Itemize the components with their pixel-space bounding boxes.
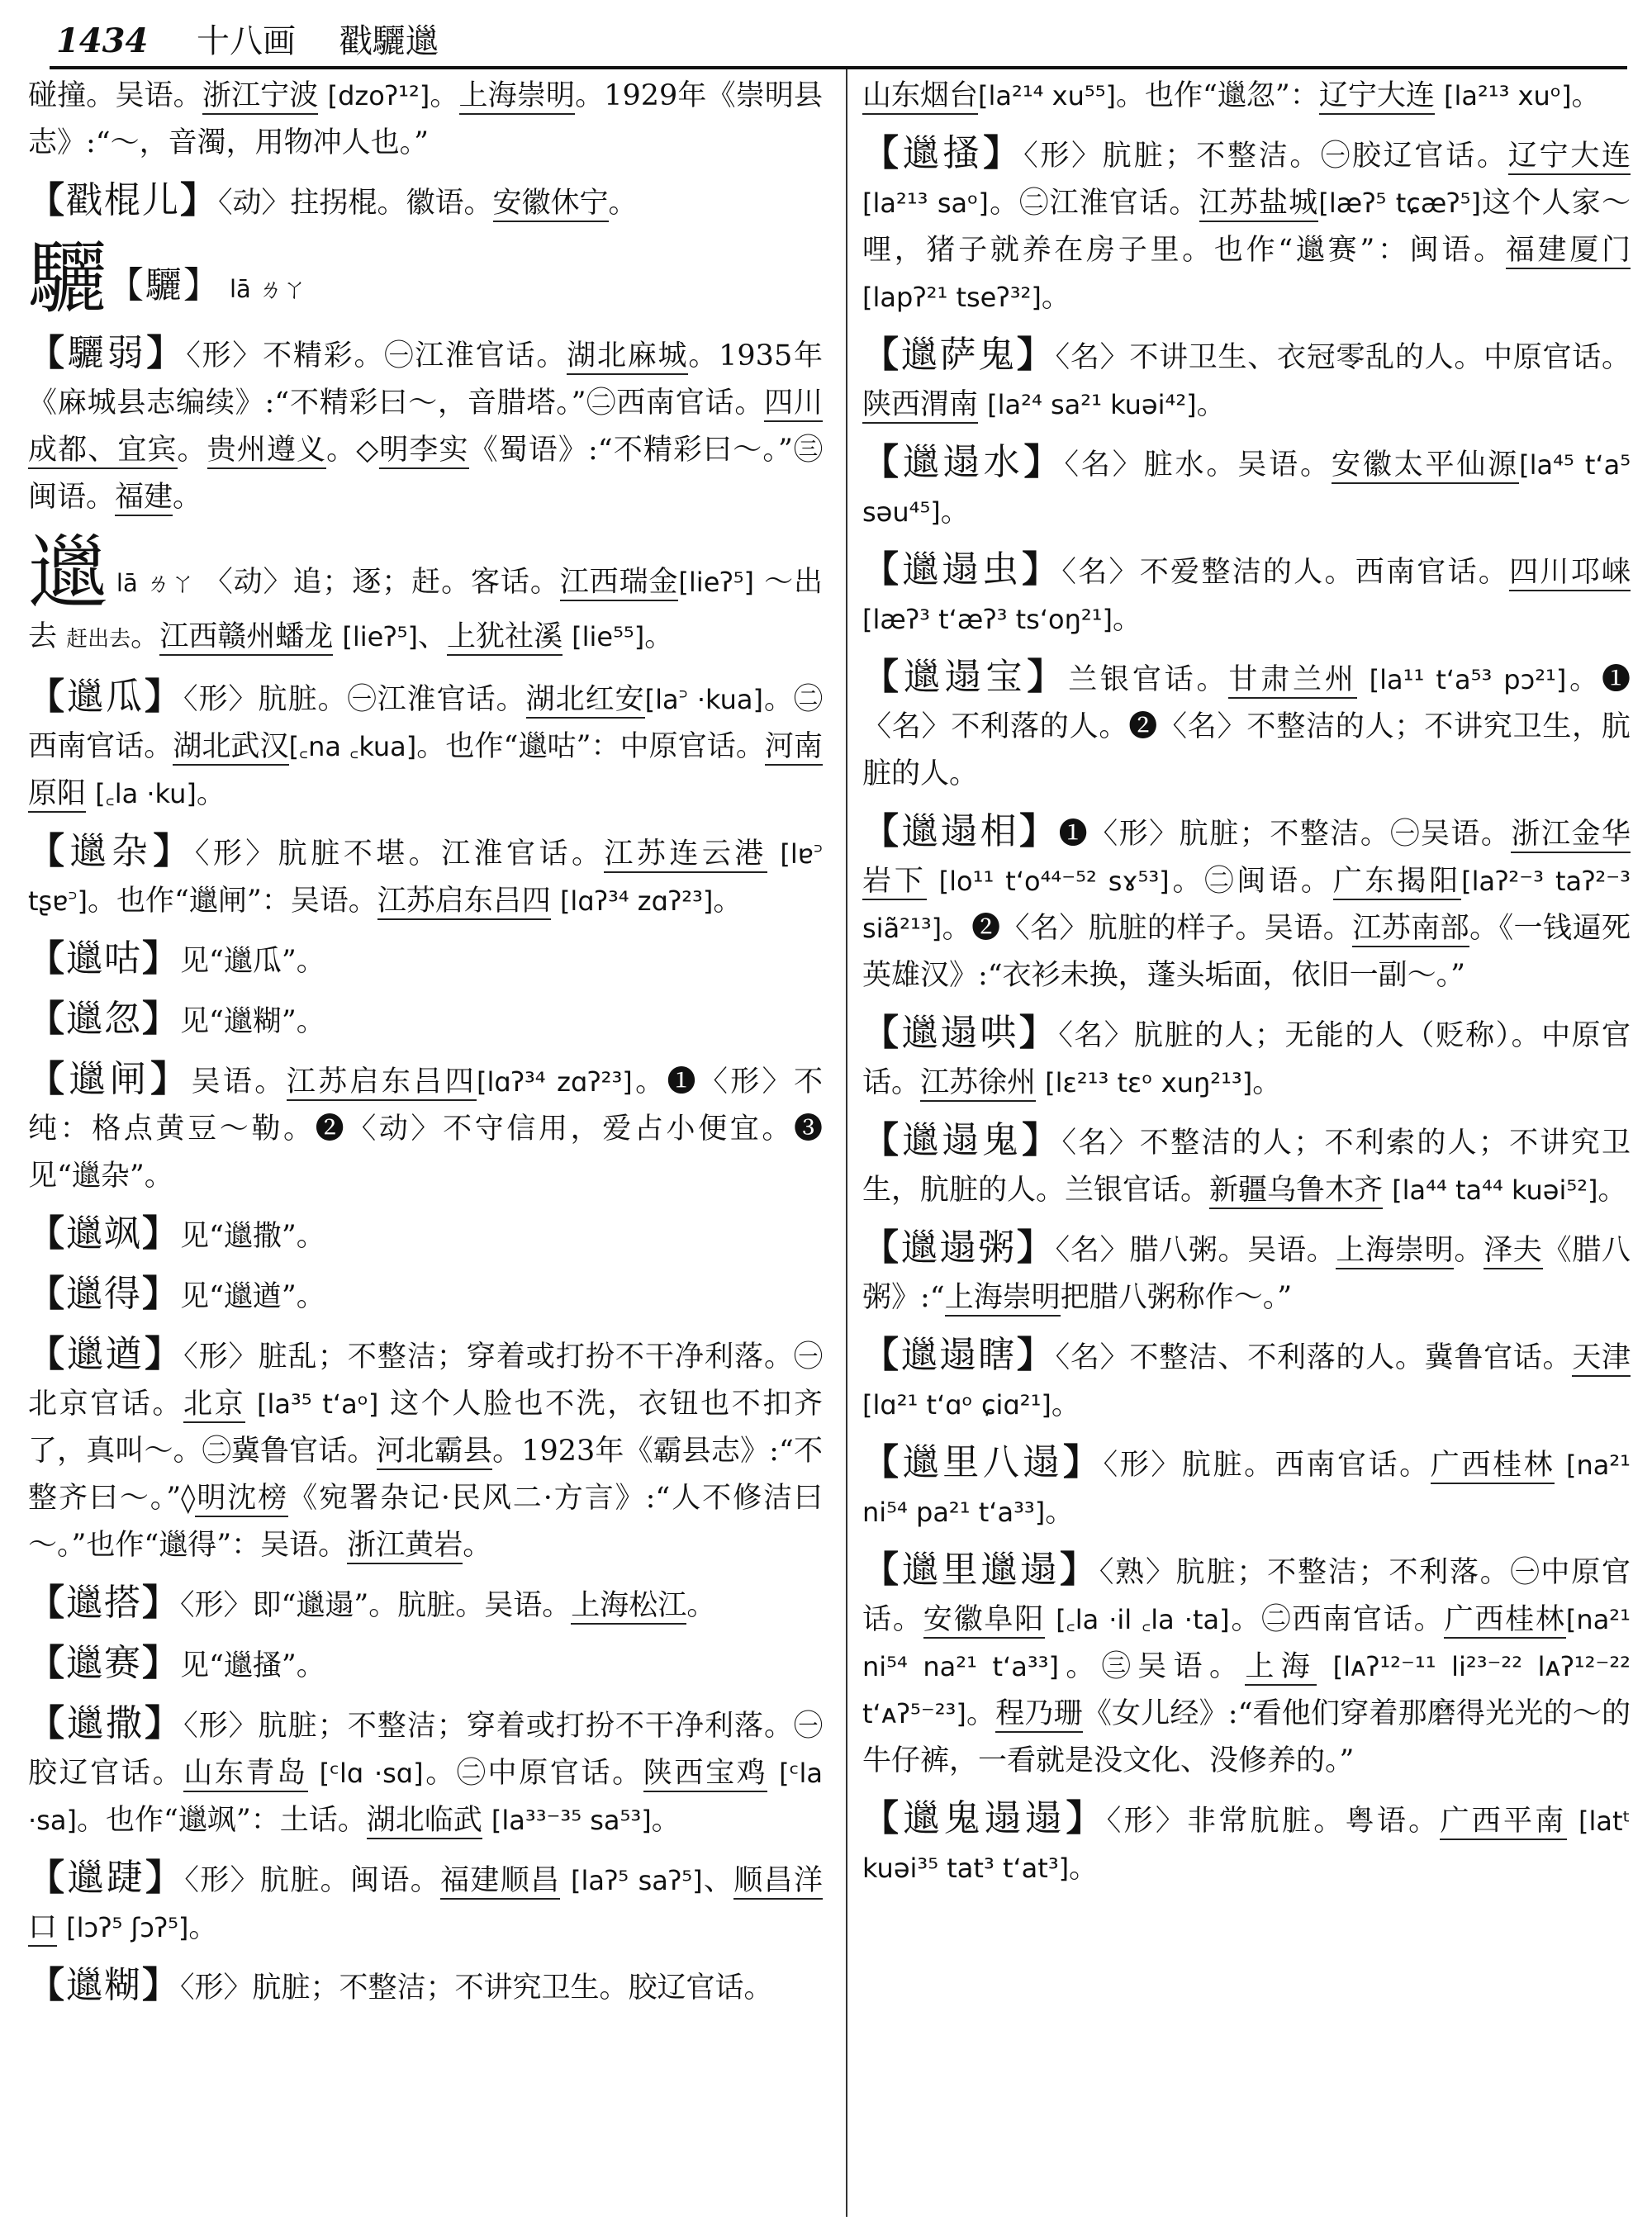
definition: ❶〈形〉肮脏；不整洁。㊀吴语。	[1058, 818, 1512, 851]
pronunciation: [la²¹³ xuᵒ]	[1443, 80, 1572, 112]
place-name: 广东揭阳	[1333, 865, 1461, 900]
example: ～出去	[28, 566, 823, 653]
stroke-count: 十八画	[197, 22, 297, 60]
place-name: 陕西宝鸡	[643, 1757, 768, 1792]
entry-text: 。	[940, 496, 970, 529]
place-name: 广西桂林	[1444, 1603, 1565, 1639]
entry	[28, 1962, 823, 2012]
definition: 〈形〉肮脏。西南官话。	[1103, 1449, 1431, 1482]
author-name: 泽夫	[1483, 1234, 1542, 1269]
pronunciation: [lɔʔ⁵ ʃɔʔ⁵]	[66, 1912, 189, 1943]
place-name: 安徽太平仙源	[1332, 448, 1519, 484]
pronunciation: [laʔ²⁻³ taʔ²⁻³ siã²¹³]	[862, 866, 1631, 944]
entry-text: 。㊁中原官话。	[423, 1757, 643, 1790]
entry	[28, 1639, 823, 1690]
entry	[28, 995, 823, 1046]
entry	[862, 1009, 1631, 1107]
entry-text: 。	[463, 1529, 492, 1562]
headword: 【邋杂】	[28, 830, 195, 872]
headword: 【邋鬼遢遢】	[862, 1797, 1107, 1839]
place-name: 江苏盐城	[1199, 187, 1319, 222]
entry-text: 。◇	[326, 434, 380, 467]
entry	[862, 1439, 1631, 1536]
entry	[862, 1331, 1631, 1429]
page-number: 1434	[56, 21, 149, 60]
pinyin: lā ㄌㄚ	[116, 569, 196, 597]
author-name: 程乃珊	[995, 1697, 1083, 1733]
entry-text: 。	[651, 1804, 681, 1837]
headword: 【邋遢粥】	[862, 1226, 1056, 1269]
entry-continued	[28, 73, 823, 167]
entry-text: 。	[1571, 79, 1601, 112]
place-name: 广西平南	[1440, 1805, 1566, 1840]
headword: 【邋踕】	[28, 1857, 185, 1899]
headword: 【邋撒】	[28, 1702, 184, 1744]
entry	[862, 1117, 1631, 1214]
headword: 【邋搭】	[28, 1582, 180, 1624]
entry	[28, 177, 823, 227]
place-name: 山东烟台	[862, 79, 978, 115]
entry-text: 《宛署杂记·民风二·方言》:“人不修洁曰～。”也作“邋得”：吴语。	[28, 1482, 823, 1562]
headword: 【邋遢宝】	[862, 656, 1069, 698]
entry-continued	[862, 73, 1631, 120]
definition: 〈名〉不整洁、不利落的人。冀鲁官话。	[1055, 1341, 1573, 1374]
headword: 【邋糊】	[28, 1964, 180, 2006]
entry-text: 。❶〈形〉不纯：格点黄豆～勒。❷〈动〉不守信用，爱占小便宜。❸见“邋杂”。	[28, 1065, 824, 1193]
entry	[28, 1579, 823, 1630]
definition: 〈名〉不讲卫生、衣冠零乱的人。中原官话。	[1055, 341, 1631, 374]
pronunciation: [lapʔ²¹ tseʔ³²]	[862, 282, 1042, 313]
entry-text: 。㊂吴语。	[1058, 1650, 1246, 1683]
place-name: 安徽阜阳	[923, 1603, 1045, 1639]
entry-text: 。1923年《霸县志》:“不整齐曰～。”◊	[28, 1435, 823, 1515]
headword: 【邋赛】	[28, 1642, 180, 1684]
place-name: 新疆乌鲁木齐	[1209, 1174, 1383, 1209]
entry-text: 。	[1196, 388, 1226, 421]
entry	[862, 1224, 1631, 1321]
entry-text: 。	[430, 79, 459, 112]
place-name: 浙江宁波	[202, 79, 319, 115]
pronunciation: [la³⁵ t‘aᵒ]	[256, 1388, 379, 1420]
cross-reference: 见“邋糊”。	[180, 1005, 325, 1038]
definition: 〈名〉腊八粥。吴语。	[1055, 1234, 1336, 1267]
definition: 〈形〉即“邋遢”。肮脏。吴语。	[180, 1589, 572, 1622]
entry-text: 、	[702, 1864, 734, 1897]
entry-text: 。㊁闽语。	[1169, 865, 1333, 898]
entry-text: 。	[644, 620, 674, 653]
place-name: 贵州遵义	[207, 434, 326, 469]
entry-text: 。❷〈名〉肮脏的样子。吴语。	[942, 912, 1353, 945]
character-entry	[28, 526, 823, 663]
headword: 【邋遢哄】	[862, 1012, 1059, 1054]
character-heading: 驪	[28, 232, 107, 325]
entry-text: 。也作“邋闸”：吴语。	[87, 885, 377, 918]
entry-text: 。也作“邋飒”：土话。	[76, 1804, 367, 1837]
entry-text: 。	[1051, 1388, 1080, 1421]
pronunciation: [꜀la ·ku]	[95, 778, 197, 809]
entry	[862, 808, 1631, 999]
pronunciation: [la⁴⁵ t‘a⁵ səu⁴⁵]	[862, 449, 1631, 528]
pronunciation: [latᵗ kuəi³⁵ tat³ t‘at³]	[862, 1805, 1631, 1884]
place-name: 北京	[183, 1388, 245, 1423]
definition: 〈名〉不爱整洁的人。西南官话。	[1061, 556, 1510, 589]
place-name: 四川成都、宜宾	[28, 387, 823, 469]
definition: 〈形〉肮脏不堪。江淮官话。	[194, 837, 605, 871]
pronunciation: [læʔ³ t‘æʔ³ ts‘oŋ²¹]	[862, 604, 1113, 635]
entry-text: 。1929年《崇明县志》:“～，音濁，用物冲人也。”	[28, 79, 823, 159]
entry-text: 。	[173, 481, 202, 514]
entry-text: 。	[1041, 281, 1070, 314]
definition: 〈名〉肮脏的人；无能的人（贬称）。中原官话。	[862, 1019, 1631, 1099]
entry-text: 。1935年《麻城县志编续》:“不精彩曰～，音腊塔。”㊁西南官话。	[28, 339, 824, 420]
place-name: 山东青岛	[183, 1757, 308, 1792]
pronunciation: [lɑ²¹ t‘ɑᵒ ɕiɑ²¹]	[862, 1389, 1051, 1421]
pronunciation: [ᶜla ·sa]	[28, 1758, 823, 1836]
entry-text: 。	[177, 434, 207, 467]
headword: 【邋萨鬼】	[862, 334, 1056, 376]
entry-text: 。	[1454, 1234, 1484, 1267]
entry	[862, 653, 1631, 798]
definition: 〈动〉拄拐棍。徽语。	[218, 187, 493, 220]
entry-text: 。	[686, 1589, 716, 1622]
entry-text: 。	[1252, 1066, 1282, 1099]
place-name: 安徽休宁	[493, 187, 609, 222]
header-chars: 戳驪邋	[339, 22, 439, 60]
entry-text: 《腊八粥》:“	[862, 1234, 1631, 1314]
left-column	[28, 73, 823, 2022]
entry-text: 。	[1045, 1496, 1075, 1529]
place-name: 上海	[1245, 1650, 1317, 1686]
header-rule	[50, 66, 1627, 69]
entry-text: 。㊁西南官话。	[28, 683, 823, 763]
headword: 【邋遢相】	[862, 810, 1059, 852]
pronunciation: [la³³⁻³⁵ sa⁵³]	[491, 1805, 652, 1836]
entry-text: 《蜀语》:“不精彩曰～。”㊂闽语。	[28, 434, 823, 514]
definition: 〈形〉不精彩。㊀江淮官话。	[186, 339, 567, 372]
place-name: 上海松江	[571, 1589, 686, 1625]
place-name: 顺昌洋口	[28, 1864, 823, 1947]
headword: 【邋里邋遢】	[862, 1549, 1099, 1591]
headword: 【邋遢瞎】	[862, 1334, 1056, 1376]
pronunciation: [dzoʔ¹²]	[327, 80, 430, 112]
place-name: 广西桂林	[1431, 1449, 1555, 1484]
pronunciation: [lieʔ⁵]	[678, 567, 755, 598]
place-name: 浙江金华岩下	[862, 818, 1631, 900]
definition: 〈熟〉肮脏；不整洁；不利落。㊀中原官话。	[862, 1556, 1631, 1636]
place-name: 辽宁大连	[1319, 79, 1435, 115]
traditional-form: 【驪】	[107, 264, 221, 306]
pronunciation: [lɑʔ³⁴ zɑʔ²³]	[559, 885, 714, 917]
entry	[28, 935, 823, 985]
headword: 【邋遢水】	[862, 441, 1065, 483]
pronunciation: [la¹¹ t‘a⁵³ pɔ²¹]	[1369, 664, 1567, 695]
definition: 〈形〉肮脏；不整洁；穿着或打扮不干净利落。㊀胶辽官话。	[28, 1710, 824, 1790]
entry-text: 。㊁西南官话。	[1229, 1603, 1445, 1636]
entry-text: 、	[417, 620, 447, 653]
headword: 【驪弱】	[28, 332, 187, 374]
entry-text: 。㊁江淮官话。	[988, 187, 1199, 220]
entry-text: 。❶〈名〉不利落的人。❷〈名〉不整洁的人；不讲究卫生，肮脏的人。	[862, 663, 1631, 790]
pronunciation: [lɐ꜄ tʂɐ꜄]	[28, 838, 823, 917]
place-name: 江苏徐州	[920, 1066, 1036, 1102]
entry-text: 这个人家～哩，猪子就养在房子里。也作“邋赛”：闽语。	[862, 187, 1631, 267]
entry	[28, 828, 823, 925]
cross-reference: 见“邋瓜”。	[180, 945, 325, 978]
headword: 【邋瓜】	[28, 676, 184, 718]
headword: 【邋遢鬼】	[862, 1119, 1062, 1161]
definition: 〈形〉肮脏；不整洁。㊀胶辽官话。	[1023, 140, 1508, 173]
column-divider	[846, 69, 847, 2217]
place-name: 江西赣州蟠龙	[159, 620, 333, 656]
entry-text: 这个人脸也不洗，衣钮也不扣齐了，真叫～。㊁冀鲁官话。	[28, 1388, 823, 1468]
place-name: 上犹社溪	[447, 620, 563, 656]
character-entry	[28, 232, 823, 325]
right-column	[862, 73, 1631, 1902]
place-name: 湖北麻城	[567, 339, 688, 375]
pronunciation: [læʔ⁵ tɕæʔ⁵]	[1318, 187, 1481, 219]
definition: 〈形〉肮脏。闽语。	[184, 1864, 441, 1897]
author-name: 明李实	[379, 434, 468, 469]
entry-text: 。也作“邋咕”：中原官话。	[416, 730, 765, 763]
cross-reference: 见“邋遒”。	[180, 1280, 325, 1313]
entry	[28, 330, 823, 521]
definition: 兰银官话。	[1068, 663, 1229, 696]
entry-text: 。	[188, 1911, 218, 1944]
entry-text: 。	[196, 777, 225, 810]
entry-text: 。	[608, 187, 638, 220]
pronunciation: [lɑʔ³⁴ zɑʔ²³]	[476, 1066, 633, 1098]
definition: 〈形〉脏乱；不整洁；穿着或打扮不干净利落。㊀北京官话。	[28, 1340, 824, 1421]
headword: 【邋遒】	[28, 1333, 184, 1375]
entry	[28, 1331, 823, 1569]
place-name: 湖北临武	[367, 1804, 482, 1839]
headword: 【邋得】	[28, 1273, 180, 1315]
pronunciation: [la²⁴ sa²¹ kuəi⁴²]	[987, 389, 1197, 420]
definition: 〈动〉追；逐；赶。客话。	[203, 566, 560, 599]
entry	[28, 1056, 823, 1200]
entry-text: 。	[1069, 1852, 1099, 1885]
place-name: 河北霸县	[377, 1435, 493, 1470]
definition: 吴语。	[191, 1065, 287, 1098]
entry	[28, 1210, 823, 1260]
place-name: 上海崇明	[459, 79, 576, 115]
entry-text: 。	[713, 885, 743, 918]
headword: 【邋遢虫】	[862, 548, 1062, 591]
pronunciation: [la꜄ ·kua]	[644, 684, 763, 715]
character-heading: 邋	[28, 526, 108, 619]
pronunciation: [꜀na ꜀kua]	[288, 731, 417, 762]
place-name: 陕西渭南	[862, 388, 978, 424]
pronunciation: [꜀la ·il ꜀la ·ta]	[1056, 1604, 1230, 1635]
cross-reference: 见“邋撒”。	[180, 1220, 325, 1253]
entry-text: 《女儿经》:“看他们穿着那磨得光光的～的牛仔裤，一看就是没文化、没修养的。”	[862, 1697, 1631, 1777]
entry-text: 把腊八粥称作～。”	[1060, 1281, 1293, 1314]
headword: 【邋忽】	[28, 998, 180, 1040]
entry	[862, 439, 1631, 536]
place-name: 浙江黄岩	[347, 1529, 463, 1564]
headword: 【戳棍儿】	[28, 179, 218, 221]
place-name: 天津	[1572, 1341, 1631, 1377]
place-name: 江苏启东吕四	[377, 885, 551, 920]
cross-reference: 见“邋搔”。	[180, 1649, 325, 1682]
place-name: 江苏启东吕四	[287, 1065, 477, 1101]
headword: 【邋里八遢】	[862, 1441, 1104, 1483]
pronunciation: [lɛ²¹³ tɛᵒ xuŋ²¹³]	[1045, 1067, 1253, 1098]
pronunciation: [lieʔ⁵]	[342, 621, 418, 652]
place-name: 河南原阳	[28, 730, 823, 813]
place-name: 上海崇明	[1336, 1234, 1454, 1269]
definition: 〈形〉非常肮脏。粤语。	[1106, 1805, 1441, 1838]
entry-text: 。	[1597, 1174, 1627, 1207]
place-name: 福建厦门	[1506, 234, 1631, 269]
place-name: 辽宁大连	[1508, 140, 1631, 175]
entry-text: 碰撞。吴语。	[28, 79, 202, 112]
entry	[28, 1854, 823, 1952]
entry-text: 。《一钱逼死英雄汉》:“衣衫未换，蓬头垢面，依旧一副～。”	[862, 912, 1631, 992]
place-name: 江苏连云港	[604, 837, 767, 873]
pronunciation: [lo¹¹ t‘o⁴⁴⁻⁵² sɤ⁵³]	[938, 866, 1170, 897]
entry	[28, 673, 823, 818]
headword: 【邋咕】	[28, 937, 180, 980]
entry	[862, 546, 1631, 643]
definition: 〈形〉肮脏；不整洁；不讲究卫生。胶辽官话。	[180, 1971, 773, 2005]
place-name: 福建顺昌	[440, 1864, 560, 1900]
entry-text: 。也作“邋忽”：	[1116, 79, 1319, 112]
place-name: 湖北红安	[526, 683, 645, 719]
page-header	[56, 18, 1626, 64]
place-name: 江苏南部	[1352, 912, 1469, 947]
headword: 【邋闸】	[28, 1058, 192, 1100]
definition: 〈名〉脏水。吴语。	[1064, 448, 1332, 482]
pronunciation: [lᴀʔ¹²⁻¹¹ li²³⁻²² lᴀʔ¹²⁻²² t‘ᴀʔ⁵⁻²³]	[862, 1651, 1631, 1729]
place-name: 江西瑞金	[560, 566, 679, 601]
entry	[862, 130, 1631, 321]
pronunciation: [na²¹ ni⁵⁴ pa²¹ t‘a³³]	[862, 1450, 1631, 1528]
entry-text: 。	[966, 1697, 996, 1730]
entry	[862, 1546, 1631, 1785]
pronunciation: [la²¹³ saᵒ]	[862, 187, 989, 219]
entry	[28, 1700, 823, 1844]
place-name: 福建	[115, 481, 173, 516]
pronunciation: [la⁴⁴ ta⁴⁴ kuəi⁵²]	[1392, 1174, 1598, 1206]
place-name: 湖北武汉	[173, 730, 288, 766]
entry-text: 。	[131, 620, 160, 653]
place-name: 甘肃兰州	[1228, 663, 1356, 699]
entry	[28, 1270, 823, 1321]
author-name: 明沈榜	[195, 1482, 288, 1517]
pronunciation: [lie⁵⁵]	[572, 621, 645, 652]
place-name: 上海崇明	[945, 1281, 1061, 1317]
pronunciation: [laʔ⁵ saʔ⁵]	[570, 1865, 703, 1896]
definition: 〈形〉肮脏。㊀江淮官话。	[183, 683, 526, 716]
headword: 【邋飒】	[28, 1212, 180, 1255]
definition: 〈名〉不整洁的人；不利索的人；不讲究卫生，肮脏的人。兰银官话。	[862, 1127, 1631, 1207]
entry	[862, 1795, 1631, 1892]
headword: 【邋搔】	[862, 132, 1024, 174]
pronunciation: [ᶜlɑ ·sɑ]	[319, 1758, 424, 1789]
pinyin: lā ㄌㄚ	[230, 275, 307, 303]
pronunciation: [na²¹ ni⁵⁴ na²¹ t‘a³³]	[862, 1604, 1631, 1682]
pronunciation: [la²¹⁴ xu⁵⁵]	[978, 80, 1117, 112]
entry-text: 。	[1112, 603, 1142, 636]
place-name: 四川邛崃	[1509, 556, 1631, 591]
entry	[862, 331, 1631, 429]
gloss: 赶出去	[66, 627, 131, 652]
